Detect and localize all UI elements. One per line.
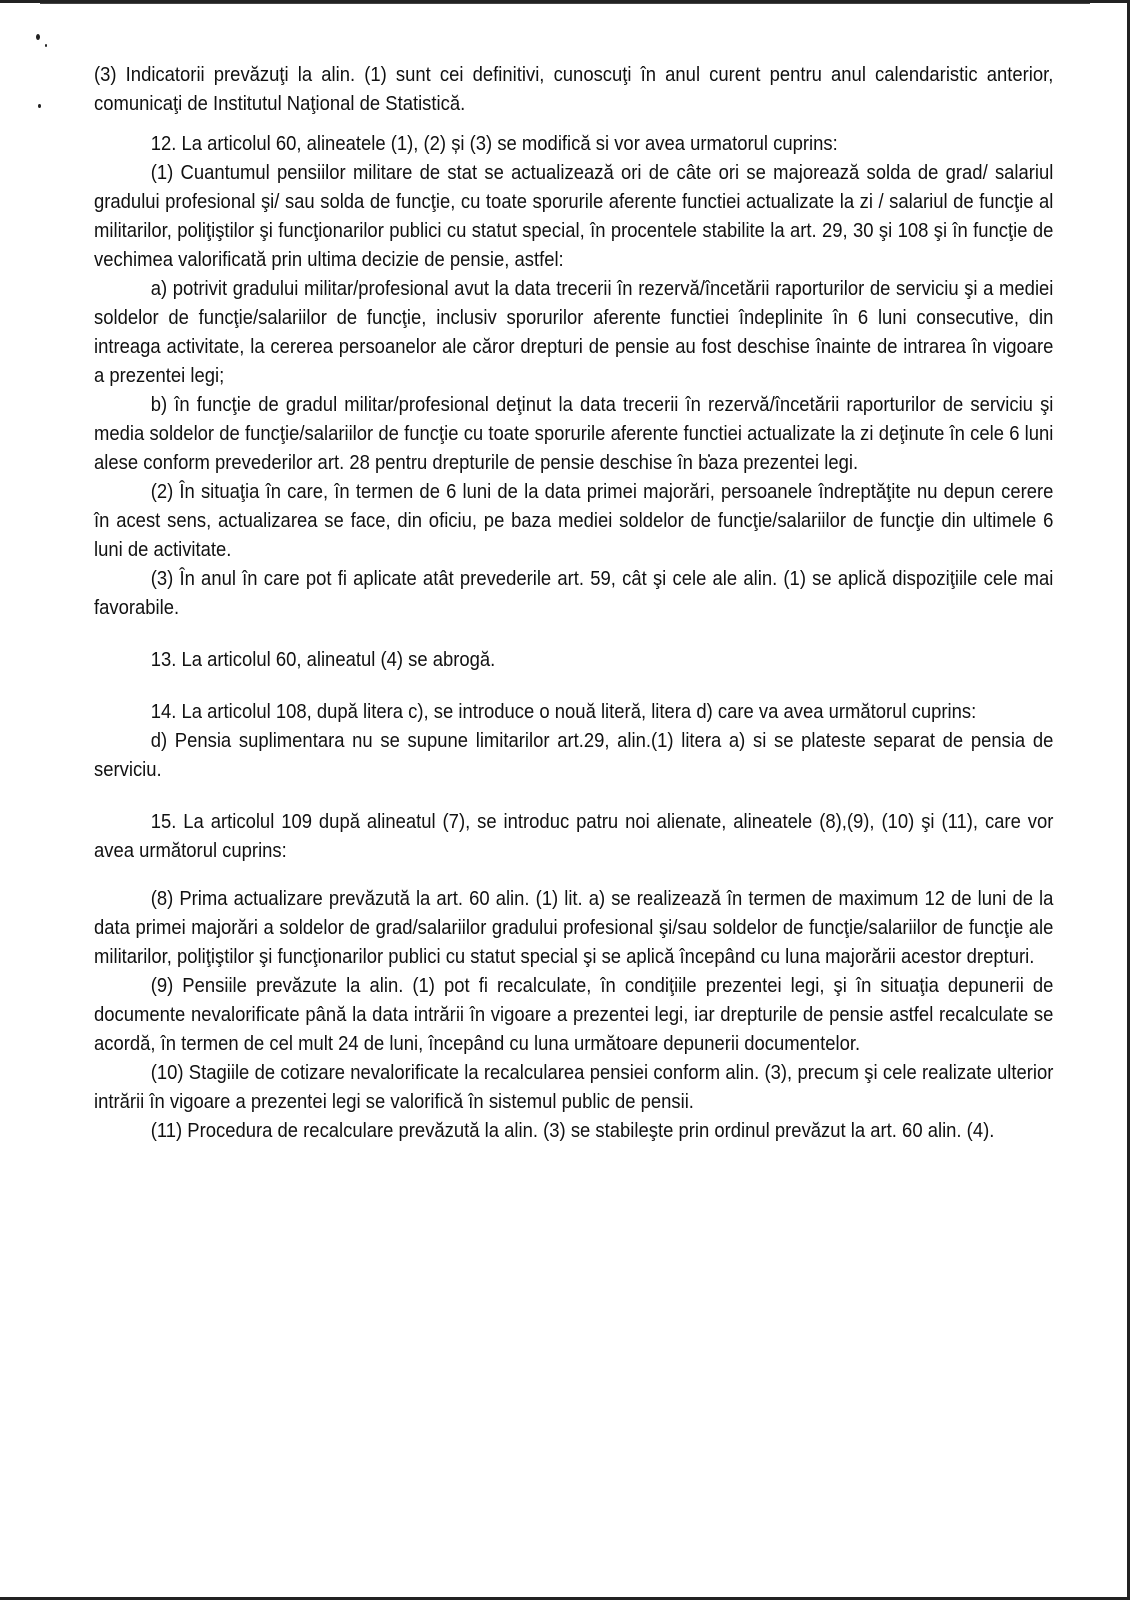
document-page — [94, 60, 1053, 1145]
paragraph-item-15: 15. La articolul 109 după alineatul (7), se introduc patru noi alienate, alineatele (8),(9), (10) şi (11), care vor avea următorul cuprins: — [94, 810, 1054, 862]
paragraph-item-14: 14. La articolul 108, după litera c), se introduce o nouă literă, litera d) care va avea următorul cuprins: — [150, 700, 977, 723]
scan-speck — [38, 104, 41, 108]
paragraph-lit-d: d) Pensia suplimentara nu se supune limitarilor art.29, alin.(1) litera a) si se plateste separat de pensia de serviciu. — [94, 729, 1054, 781]
scan-speck — [36, 34, 40, 40]
scan-speck — [45, 44, 47, 47]
paragraph-lit-a: a) potrivit gradului militar/profesional avut la data trecerii în rezervă/încetării raporturilor de serviciu şi a mediei soldelor de funcţie/salariilor de funcţie, inclusiv sporurilor aferente functiei îndeplinite în 6 luni consecutive, din intreaga activitate, la cererea persoanelor ale căror drepturi de pensie au fost deschise înainte de intrarea în vigoare a prezentei legi; — [94, 277, 1054, 387]
paragraph-indicatori: (3) Indicatorii prevăzuţi la alin. (1) sunt cei definitivi, cunoscuţi în anul curent pentru anul calendaristic anterior, comunicaţi de Institutul Naţional de Statistică. — [94, 63, 1054, 115]
paragraph-alin-3: (3) În anul în care pot fi aplicate atât prevederile art. 59, cât şi cele ale alin. (1) se aplică dispoziţiile cele mai favorabile. — [94, 567, 1054, 619]
paragraph-lit-b: b) în funcţie de gradul militar/profesional deţinut la data trecerii în rezervă/încetării raporturilor de serviciu şi media soldelor de funcţie/salariilor de funcţie cu toate sporurile aferente functiei actualizate la zi deţinute în cele 6 luni alese conform prevederilor art. 28 pentru drepturile de pensie deschise în baza prezentei legi. — [94, 393, 1054, 474]
paragraph-alin-2: (2) În situaţia în care, în termen de 6 luni de la data primei majorări, persoanele îndreptăţite nu depun cerere în acest sens, actualizarea se face, din oficiu, pe baza mediei soldelor de funcţie/salariilor de funcţie din ultimele 6 luni de activitate. — [94, 480, 1054, 561]
paragraph-alin-11: (11) Procedura de recalculare prevăzută la alin. (3) se stabileşte prin ordinul prevăzut la art. 60 alin. (4). — [150, 1119, 995, 1142]
paragraph-alin-8: (8) Prima actualizare prevăzută la art. 60 alin. (1) lit. a) se realizează în termen de maximum 12 de luni de la data primei majorări a soldelor de grad/salariilor gradului profesional şi/sau soldelor de funcţie/salariilor de funcţie ale militarilor, poliţiştilor şi funcţionarilor publici cu statut special şi se aplică începând cu luna majorării acestor drepturi. — [94, 887, 1054, 968]
paragraph-item-13: 13. La articolul 60, alineatul (4) se abrogă. — [150, 648, 496, 671]
paragraph-alin-1: (1) Cuantumul pensiilor militare de stat se actualizează ori de câte ori se majorează solda de grad/ salariul gradului profesional şi/ sau solda de funcţie, cu toate sporurile aferente functiei actualizate la zi / salariul de funcţie al militarilor, poliţiştilor şi funcţionarilor publici cu statut special, în procentele stabilite la art. 29, 30 şi 108 şi în funcţie de vechimea valorificată prin ultima decizie de pensie, astfel: — [94, 161, 1054, 271]
paragraph-alin-10: (10) Stagiile de cotizare nevalorificate la recalcularea pensiei conform alin. (3), precum şi cele realizate ulterior intrării în vigoare a prezentei legi se valorifică în sistemul public de pensii. — [94, 1061, 1054, 1113]
paragraph-alin-9: (9) Pensiile prevăzute la alin. (1) pot fi recalculate, în condiţiile prezentei legi, şi în situaţia depunerii de documente nevalorificate până la data intrării în vigoare a prezentei legi, iar drepturile de pensie astfel recalculate se acordă, în termen de cel mult 24 de luni, începând cu luna următoare depunerii documentelor. — [94, 974, 1054, 1055]
paragraph-item-12: 12. La articolul 60, alineatele (1), (2) și (3) se modifică si vor avea urmatorul cuprins: — [150, 132, 838, 155]
scan-border-line — [40, 3, 1090, 4]
